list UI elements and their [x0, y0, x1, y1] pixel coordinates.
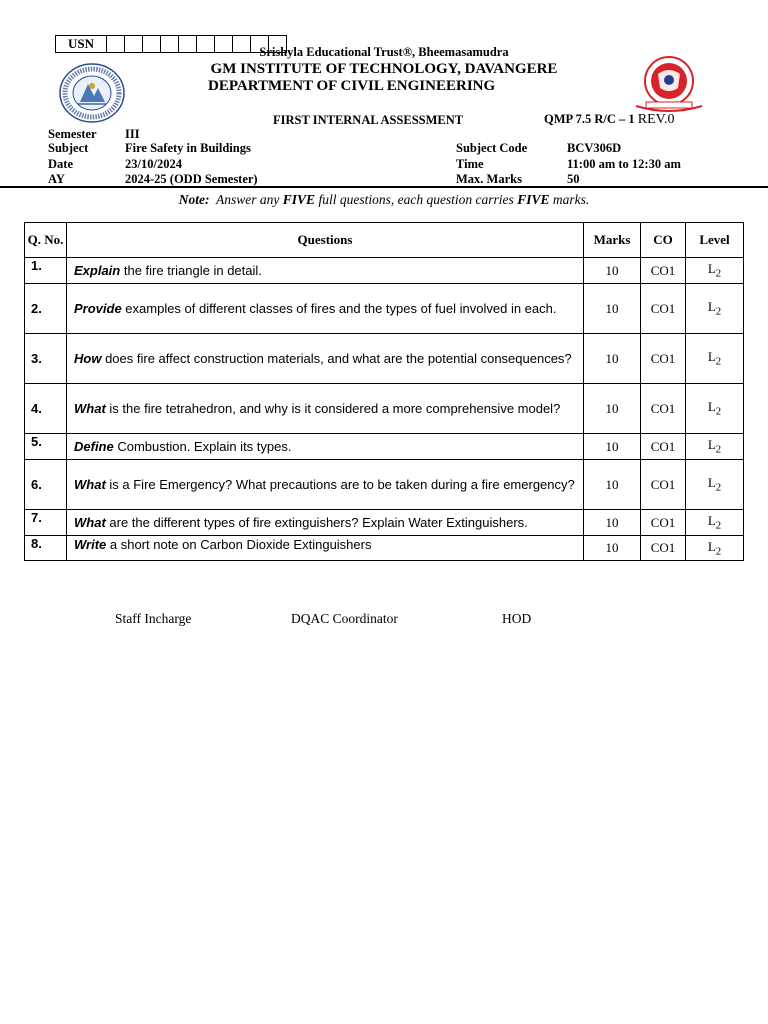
dqac-coordinator-signature: DQAC Coordinator	[291, 611, 398, 626]
question-marks: 10	[584, 536, 641, 561]
staff-incharge-signature: Staff Incharge	[115, 611, 192, 626]
question-text: Explain the fire triangle in detail.	[67, 258, 584, 284]
table-row	[25, 434, 744, 460]
qmp-code: QMP 7.5 R/C – 1 REV.0	[544, 112, 675, 127]
question-level: $L_2$	[686, 384, 744, 434]
subject-label: Subject	[48, 141, 89, 155]
question-co: CO1	[641, 258, 686, 284]
question-number: 7.	[25, 510, 67, 536]
question-co: CO1	[641, 510, 686, 536]
subject-code-value: BCV306D	[567, 141, 622, 155]
naac-emblem-icon	[628, 54, 710, 114]
question-number: 8.	[25, 536, 67, 561]
question-number: 2.	[25, 284, 67, 334]
question-level: $L_2$	[686, 536, 744, 561]
question-co: CO1	[641, 384, 686, 434]
institute-seal-icon	[58, 62, 126, 124]
subject-code-label: Subject Code	[456, 141, 528, 155]
question-co: CO1	[641, 284, 686, 334]
question-marks: 10	[584, 434, 641, 460]
question-level: $L_2$	[686, 434, 744, 460]
questions-header: Questions	[67, 223, 584, 258]
institute-name: GM INSTITUTE OF TECHNOLOGY, DAVANGERE	[210, 61, 558, 77]
trust-name: Srishyla Educational Trust®, Bheemasamudra	[259, 45, 509, 59]
question-co: CO1	[641, 536, 686, 561]
table-row	[25, 460, 744, 510]
instruction-note: Note: Answer any FIVE full questions, each question carries FIVE marks.	[178, 192, 590, 207]
level-header: Level	[686, 223, 744, 258]
table-row	[25, 334, 744, 384]
question-co: CO1	[641, 334, 686, 384]
question-co: CO1	[641, 460, 686, 510]
time-label: Time	[456, 157, 484, 171]
assessment-title: FIRST INTERNAL ASSESSMENT	[273, 113, 464, 127]
question-text: What is a Fire Emergency? What precautions are to be taken during a fire emergency?	[67, 460, 584, 510]
table-row	[25, 536, 744, 561]
question-level: $L_2$	[686, 284, 744, 334]
question-text: What are the different types of fire extinguishers? Explain Water Extinguishers.	[67, 510, 584, 536]
revision: REV.0	[637, 112, 675, 127]
date-value: 23/10/2024	[125, 157, 182, 171]
time-value: 11:00 am to 12:30 am	[567, 157, 681, 171]
date-label: Date	[48, 157, 73, 171]
department-name: DEPARTMENT OF CIVIL ENGINEERING	[208, 78, 496, 94]
question-text: What is the fire tetrahedron, and why is it considered a more comprehensive model?	[67, 384, 584, 434]
question-text: Define Combustion. Explain its types.	[67, 434, 584, 460]
qno-header: Q. No.	[25, 223, 67, 258]
hod-signature: HOD	[502, 611, 532, 626]
question-number: 4.	[25, 384, 67, 434]
ay-label: AY	[48, 172, 65, 186]
table-row	[25, 284, 744, 334]
question-marks: 10	[584, 258, 641, 284]
question-level: $L_2$	[686, 334, 744, 384]
table-header-row	[25, 223, 744, 258]
question-marks: 10	[584, 460, 641, 510]
table-row	[25, 384, 744, 434]
question-marks: 10	[584, 384, 641, 434]
subject-value: Fire Safety in Buildings	[125, 141, 251, 155]
question-text: Write a short note on Carbon Dioxide Extinguishers	[67, 536, 584, 561]
question-marks: 10	[584, 334, 641, 384]
max-marks-value: 50	[567, 172, 580, 186]
question-co: CO1	[641, 434, 686, 460]
question-number: 3.	[25, 334, 67, 384]
ay-value: 2024-25 (ODD Semester)	[125, 172, 258, 186]
table-row	[25, 258, 744, 284]
usn-label: USN	[56, 36, 107, 52]
question-number: 5.	[25, 434, 67, 460]
question-text: How does fire affect construction materials, and what are the potential consequences?	[67, 334, 584, 384]
question-number: 1.	[25, 258, 67, 284]
question-marks: 10	[584, 284, 641, 334]
co-header: CO	[641, 223, 686, 258]
question-level: $L_2$	[686, 460, 744, 510]
max-marks-label: Max. Marks	[456, 172, 522, 186]
marks-header: Marks	[584, 223, 641, 258]
question-number: 6.	[25, 460, 67, 510]
semester-label: Semester	[48, 127, 97, 141]
question-marks: 10	[584, 510, 641, 536]
header-divider	[0, 186, 768, 188]
questions-table	[24, 222, 744, 561]
question-text: Provide examples of different classes of fires and the types of fuel involved in each.	[67, 284, 584, 334]
semester-value: III	[125, 127, 140, 141]
table-row	[25, 510, 744, 536]
question-level: $L_2$	[686, 258, 744, 284]
question-level: $L_2$	[686, 510, 744, 536]
